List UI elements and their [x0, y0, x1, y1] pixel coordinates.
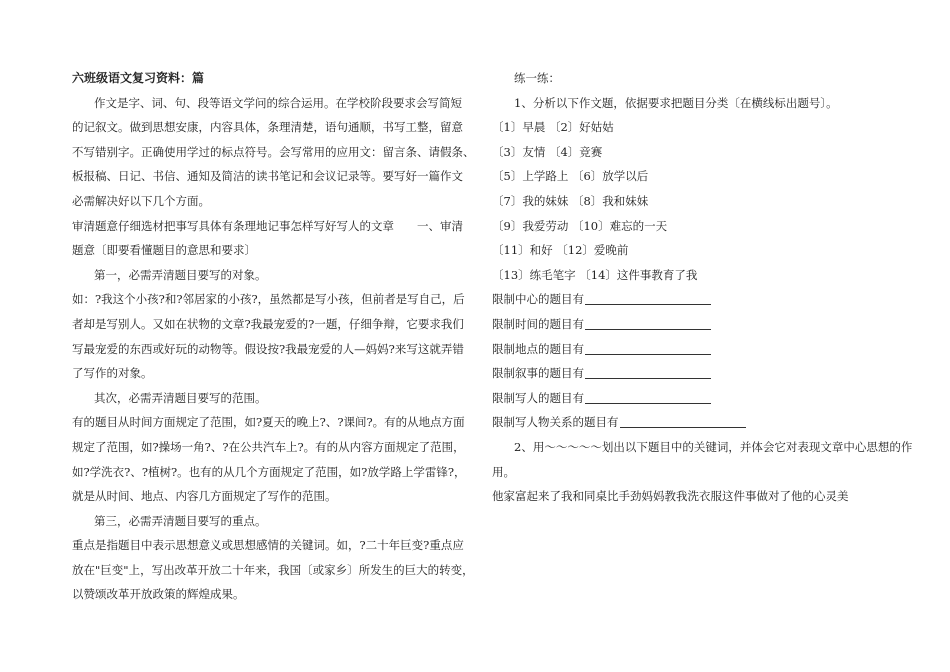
topic-item: 〔7〕我的妹妹 〔8〕我和妹妹 — [492, 193, 649, 208]
task2-line2: 用。 — [492, 464, 515, 479]
topic-item: 〔3〕友情 〔4〕竞赛 — [492, 144, 603, 159]
answer-blank[interactable] — [585, 340, 711, 355]
paragraph-line: 如?学洗衣?、?植树?。也有的从几个方面规定了范围，如?放学路上学雷锋?， — [72, 464, 466, 479]
paragraph-line: 就是从时间、地点、内容几方面规定了写作的范围。 — [72, 489, 337, 504]
paragraph-line: 板报稿、日记、书信、通知及简洁的读书笔记和会议记录等。要写好一篇作文 — [72, 169, 463, 184]
right-column — [492, 66, 913, 509]
answer-blank[interactable] — [620, 413, 746, 428]
category-row — [492, 386, 892, 411]
paragraph-line: 重点是指题目中表示思想意义或思想感情的关键词。如，?二十年巨变?重点应 — [72, 538, 464, 553]
topic-item: 〔11〕和好 〔12〕爱晚前 — [492, 243, 629, 258]
category-label: 限制写人的题目有 — [492, 390, 584, 405]
category-list — [492, 287, 892, 435]
answer-blank[interactable] — [585, 364, 711, 379]
paragraph-line: 如：?我这个小孩?和?邻居家的小孩?，虽然都是写小孩，但前者是写自己，后 — [72, 292, 465, 307]
topic-item: 〔9〕我爱劳动 〔10〕难忘的一天 — [492, 218, 668, 233]
exercise-heading: 练一练： — [514, 71, 560, 85]
paragraph-line: 必需解决好以下几个方面。 — [72, 193, 210, 208]
task2-titles: 他家富起来了我和同桌比手劲妈妈教我洗衣服这件事做对了他的心灵美 — [492, 489, 849, 504]
topic-item: 〔1〕早晨 〔2〕好姑姑 — [492, 120, 614, 135]
paragraph-line: 写最宠爱的东西或好玩的动物等。假设按?我最宠爱的人—妈妈?来写这就弄错 — [72, 341, 464, 356]
category-row — [492, 312, 892, 337]
left-column — [72, 66, 475, 607]
category-label: 限制写人物关系的题目有 — [492, 415, 619, 430]
category-label: 限制叙事的题目有 — [492, 366, 584, 381]
category-row — [492, 361, 892, 386]
paragraph-line: 作文是字、词、句、段等语文学问的综合运用。在学校阶段要求会写简短 — [94, 95, 462, 110]
topic-item: 〔13〕练毛笔字 〔14〕这件事教育了我 — [492, 267, 698, 282]
paragraph-line: 者却是写别人。又如在状物的文章?我最宠爱的?一题，仔细争辩，它要求我们 — [72, 316, 464, 331]
category-row — [492, 410, 892, 435]
document-title: 六班级语文复习资料：篇 — [72, 71, 205, 85]
answer-blank[interactable] — [585, 315, 711, 330]
paragraph-line: 的记叙文。做到思想安康，内容具体，条理清楚，语句通顺，书写工整，留意 — [72, 120, 463, 135]
paragraph-line: 审清题意仔细选材把事写具体有条理地记事怎样写好写人的文章 一、审清 — [72, 218, 463, 233]
topic-item: 〔5〕上学路上 〔6〕放学以后 — [492, 169, 649, 184]
paragraph-line: 有的题目从时间方面规定了范围，如?夏天的晚上?、?课间?。有的从地点方面 — [72, 415, 465, 430]
paragraph-line: 规定了范围，如?操场一角?、?在公共汽车上?。有的从内容方面规定了范围， — [72, 439, 465, 454]
answer-blank[interactable] — [585, 290, 711, 305]
paragraph-line: 不写错别字。正确使用学过的标点符号。会写常用的应用文：留言条、请假条、 — [72, 144, 475, 159]
paragraph-line: 放在"巨变"上，写出改革开放二十年来，我国〔或家乡〕所发生的巨大的转变， — [72, 562, 474, 577]
task2-line1: 2、用〜〜〜〜〜划出以下题目中的关键词，并体会它对表现文章中心思想的作 — [514, 439, 913, 454]
category-row — [492, 337, 892, 362]
paragraph-line: 第一，必需弄清题目要写的对象。 — [94, 267, 267, 282]
paragraph-line: 其次，必需弄清题目要写的范围。 — [94, 390, 267, 405]
paragraph-line: 第三，必需弄清题目要写的重点。 — [94, 513, 267, 528]
category-label: 限制时间的题目有 — [492, 316, 584, 331]
paragraph-line: 了写作的对象。 — [72, 366, 153, 381]
topic-list — [492, 115, 892, 287]
category-row — [492, 287, 892, 312]
paragraph-line: 以赞颂改革开放政策的辉煌成果。 — [72, 587, 245, 602]
category-label: 限制地点的题目有 — [492, 341, 584, 356]
exercise-instruction: 1、分析以下作文题，依据要求把题目分类〔在横线标出题号〕。 — [514, 95, 838, 110]
answer-blank[interactable] — [585, 389, 711, 404]
paragraph-line: 题意〔即要看懂题目的意思和要求〕 — [72, 243, 256, 258]
category-label: 限制中心的题目有 — [492, 292, 584, 307]
